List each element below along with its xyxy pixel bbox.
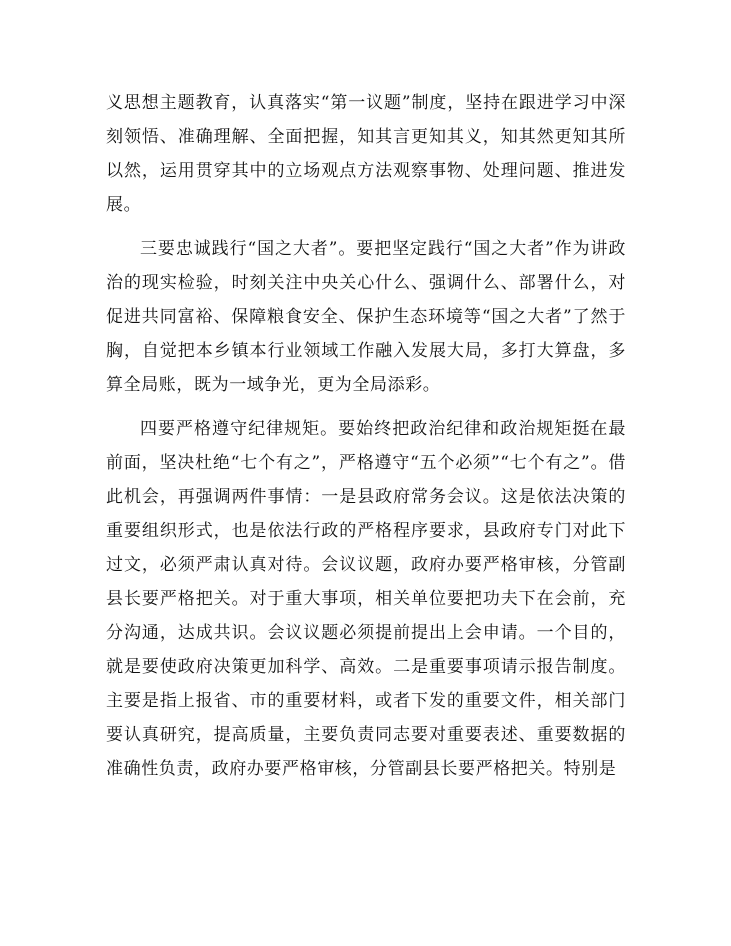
paragraph-2: 三要忠诚践行“国之大者”。要把坚定践行“国之大者”作为讲政治的现实检验，时刻关注中央关心什么、强调什么、部署什么，对促进共同富裕、保障粮食安全、保护生态环境等“国之大者”了然于胸，自觉把本乡镇本行业领域工作融入发展大局，多打大算盘，多算全局账，既为一域争光，更为全局添彩。 [106, 239, 626, 395]
paragraph-3: 四要严格遵守纪律规矩。要始终把政治纪律和政治规矩挺在最前面，坚决杜绝“七个有之”，严格遵守“五个必须”“七个有之”。借此机会，再强调两件事情：一是县政府常务会议。这是依法决策的重要组织形式，也是依法行政的严格程序要求，县政府专门对此下过文，必须严肃认真对待。会议议题，政府办要严格审核，分管副县长要严格把关。对于重大事项，相关单位要把功夫下在会前，充分沟通，达成共识。会议议题必须提前提出上会申请。一个目的，就是要使政府决策更加科学、高效。二是重要事项请示报告制度。主要是指上报省、市的重要材料，或者下发的重要文件，相关部门要认真研究，提高质量，主要负责同志要对重要表述、重要数据的准确性负责，政府办要严格审核，分管副县长要严格把关。特别是 [106, 419, 626, 779]
paragraph-1: 义思想主题教育，认真落实“第一议题”制度，坚持在跟进学习中深刻领悟、准确理解、全面把握，知其言更知其义，知其然更知其所以然，运用贯穿其中的立场观点方法观察事物、处理问题、推进发展。 [106, 93, 626, 215]
document-body [106, 86, 626, 786]
